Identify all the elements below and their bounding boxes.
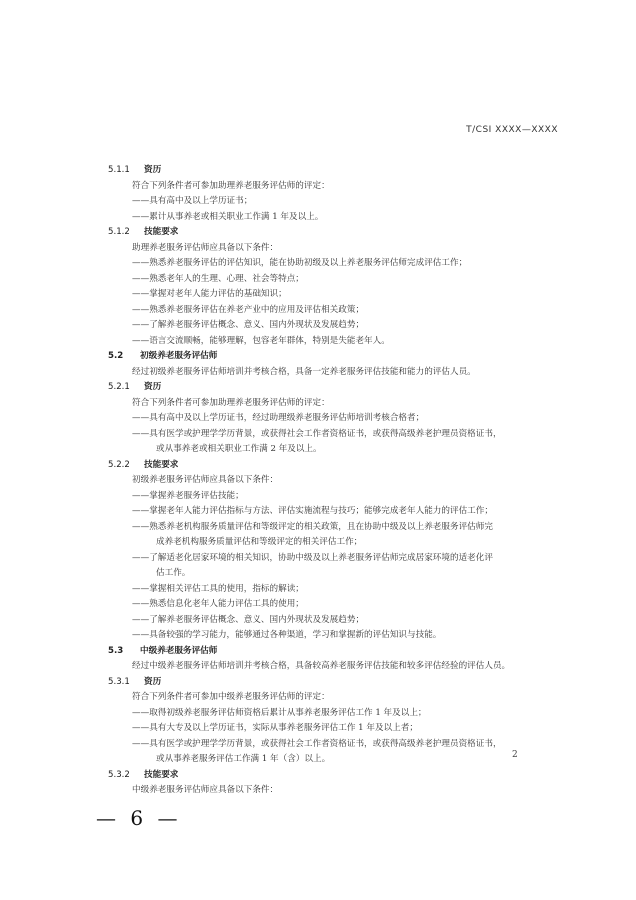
section-number: 5.1.2 [108, 227, 130, 237]
section-number: 5.3.2 [108, 769, 130, 780]
section-number: 5.3.1 [108, 676, 130, 687]
paragraph: 中级养老服务评估师应具备以下条件： [132, 785, 279, 795]
section-title: 技能要求 [144, 769, 179, 780]
section-title: 技能要求 [144, 227, 179, 237]
section-title: 资历 [144, 676, 162, 687]
outer-page-number: — 6 — [96, 806, 182, 830]
list-item: ——掌握老年人能力评估指标与方法、评估实施流程与技巧；能够完成老年人能力的评估工作； [132, 506, 493, 516]
subsection-heading [108, 225, 548, 241]
list-item-continuation: 或从事养老或相关职业工作满 2 年及以上。 [156, 444, 322, 454]
section-heading [108, 349, 548, 365]
list-item: ——熟悉养老服务评估在养老产业中的应用及评估相关政策； [132, 304, 365, 315]
subsection-heading [108, 458, 548, 474]
list-item-continuation: 或从事养老服务评估工作满 1 年（含）以上。 [156, 754, 331, 764]
list-item: ——掌握对老年人能力评估的基础知识； [132, 289, 287, 299]
paragraph: 经过初级养老服务评估师培训并考核合格，具备一定养老服务评估技能和能力的评估人员。 [132, 366, 476, 377]
list-item: ——掌握相关评估工具的使用，指标的解读； [132, 583, 304, 594]
list-item: ——了解养老服务评估概念、意义、国内外现状及发展趋势； [132, 320, 365, 330]
standard-code: T/CSI XXXX—XXXX [466, 125, 558, 135]
list-item-continuation: 成养老机构服务质量评估和等级评定的相关评估工作； [156, 537, 363, 547]
paragraph: 助理养老服务评估师应具备以下条件： [132, 242, 279, 253]
section-number: 5.2.2 [108, 459, 130, 470]
list-item: ——熟悉养老机构服务质量评估和等级评定的相关政策，且在协助中级及以上养老服务评估师完 [132, 521, 493, 532]
list-item: ——了解养老服务评估概念、意义、国内外现状及发展趋势； [132, 614, 365, 625]
list-item: ——了解适老化居家环境的相关知识，协助中级及以上养老服务评估师完成居家环境的适老化评 [132, 552, 493, 563]
list-item: ——语言交流顺畅，能够理解，包容老年群体，特别是失能老年人。 [132, 335, 390, 346]
paragraph: 符合下列条件者可参加助理养老服务评估师的评定： [132, 397, 330, 408]
list-item: ——取得初级养老服务评估师资格后累计从事养老服务评估工作 1 年及以上； [132, 707, 427, 718]
section-title: 技能要求 [144, 459, 179, 470]
section-number: 5.3 [108, 645, 124, 656]
section-title: 资历 [144, 165, 162, 175]
section-title: 资历 [144, 382, 162, 392]
paragraph: 经过中级养老服务评估师培训并考核合格，具备较高养老服务评估技能和较多评估经验的评估人员。 [132, 661, 511, 671]
subsection-heading [108, 380, 548, 396]
list-item: ——熟悉养老服务评估的评估知识，能在协助初级及以上养老服务评估师完成评估工作； [132, 258, 468, 268]
list-item-continuation: 估工作。 [156, 568, 191, 578]
document-body [108, 163, 548, 799]
section-title: 初级养老服务评估师 [140, 351, 218, 361]
section-heading [108, 644, 548, 660]
list-item: ——具有医学或护理学学历背景，或获得社会工作者资格证书，或获得高级养老护理员资格证书， [132, 738, 502, 749]
list-item: ——具有高中及以上学历证书，经过助理级养老服务评估师培训考核合格者； [132, 413, 425, 423]
paragraph: 符合下列条件者可参加助理养老服务评估师的评定： [132, 180, 330, 191]
subsection-heading [108, 675, 548, 691]
section-number: 5.2.1 [108, 382, 130, 392]
list-item: ——具备较强的学习能力，能够通过各种渠道，学习和掌握新的评估知识与技能。 [132, 630, 442, 640]
list-item: ——累计从事养老或相关职业工作满 1 年及以上。 [132, 211, 324, 222]
subsection-heading [108, 163, 548, 179]
list-item: ——熟悉信息化老年人能力评估工具的使用； [132, 599, 304, 609]
list-item: ——熟悉老年人的生理、心理、社会等特点； [132, 273, 304, 284]
paragraph: 初级养老服务评估师应具备以下条件： [132, 475, 279, 485]
list-item: ——掌握养老服务评估技能； [132, 490, 244, 501]
section-number: 5.1.1 [108, 165, 130, 175]
page-number: 2 [512, 750, 518, 760]
list-item: ——具有医学或护理学学历背景，或获得社会工作者资格证书，或获得高级养老护理员资格证书， [132, 428, 502, 439]
list-item: ——具有大专及以上学历证书，实际从事养老服务评估工作 1 年及以上者； [132, 723, 418, 733]
subsection-heading [108, 768, 548, 784]
list-item: ——具有高中及以上学历证书； [132, 196, 253, 206]
section-title: 中级养老服务评估师 [140, 645, 218, 656]
section-number: 5.2 [108, 351, 124, 361]
paragraph: 符合下列条件者可参加中级养老服务评估师的评定： [132, 692, 330, 702]
